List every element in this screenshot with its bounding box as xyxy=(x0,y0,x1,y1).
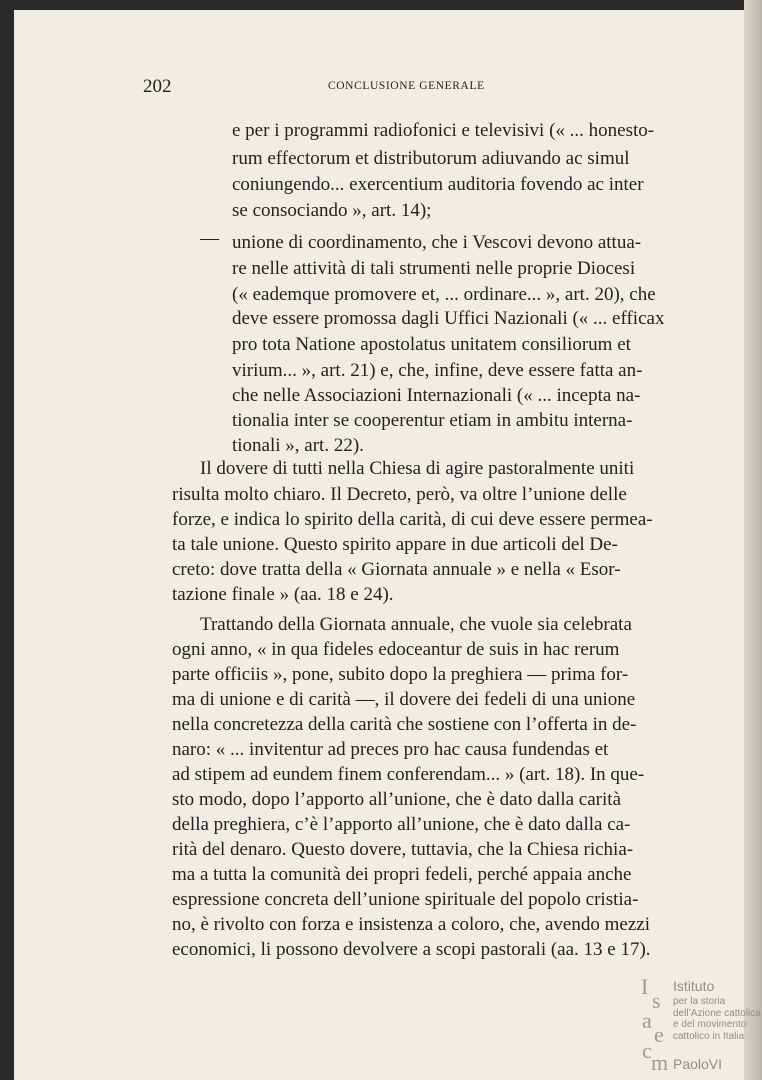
body-line: ma di unione e di carità —, il dovere dei fedeli di una unione xyxy=(172,689,636,710)
body-line: tionalia inter se cooperentur etiam in ambitu interna- xyxy=(232,410,633,431)
body-line: rità del denaro. Questo dovere, tuttavia, che la Chiesa richia- xyxy=(172,839,634,860)
body-line: se consociando », art. 14); xyxy=(232,200,432,221)
body-line: e per i programmi radiofonici e televisivi (« ... honesto- xyxy=(232,120,655,141)
logo-letter: c xyxy=(642,1038,652,1063)
logo-letter: I xyxy=(641,974,649,999)
isacem-letter-mark xyxy=(640,974,672,1075)
body-line: forze, e indica lo spirito della carità, di cui deve essere permea- xyxy=(172,509,653,530)
watermark-desc-line: dell’Azione cattolica xyxy=(673,1007,761,1019)
body-line: sto modo, dopo l’apporto all’unione, che è dato dalla carità xyxy=(172,789,621,810)
body-line: che nelle Associazioni Internazionali (« ... incepta na- xyxy=(232,385,641,406)
body-line: risulta molto chiaro. Il Decreto, però, va oltre l’unione delle xyxy=(172,484,627,505)
list-dash: — xyxy=(200,228,219,249)
body-line: no, è rivolto con forza e insistenza a coloro, che, avendo mezzi xyxy=(172,914,650,935)
body-line: pro tota Natione apostolatus unitatem consiliorum et xyxy=(232,334,631,355)
logo-letter: s xyxy=(652,988,661,1013)
logo-letter: m xyxy=(651,1050,669,1075)
body-line: naro: « ... invitentur ad preces pro hac causa fundendas et xyxy=(172,739,609,760)
watermark-desc-line: per la storia xyxy=(673,996,726,1007)
watermark-title: Istituto xyxy=(673,978,715,994)
body-line: nella concretezza della carità che sostiene con l’offerta in de- xyxy=(172,714,637,735)
body-line: unione di coordinamento, che i Vescovi devono attua- xyxy=(232,232,642,253)
body-line: tionali », art. 22). xyxy=(232,435,364,456)
body-line: re nelle attività di tali strumenti nelle proprie Diocesi xyxy=(232,258,636,279)
institute-watermark-logo xyxy=(640,976,762,1076)
body-line: ma a tutta la comunità dei propri fedeli, perché appaia anche xyxy=(172,864,632,885)
running-title: CONCLUSIONE GENERALE xyxy=(328,80,485,92)
watermark-desc-line: cattolico in Italia xyxy=(673,1030,745,1042)
body-line: parte officiis », pone, subito dopo la preghiera — prima for- xyxy=(172,664,629,685)
body-line: ta tale unione. Questo spirito appare in due articoli del De- xyxy=(172,534,618,555)
logo-letter: e xyxy=(654,1022,664,1047)
body-line: creto: dove tratta della « Giornata annuale » e nella « Esor- xyxy=(172,559,621,580)
logo-letter: a xyxy=(642,1008,652,1033)
body-line: espressione concreta dell’unione spirituale del popolo cristia- xyxy=(172,889,639,910)
body-line: virium... », art. 21) e, che, infine, deve essere fatta an- xyxy=(232,360,643,381)
body-line: Trattando della Giornata annuale, che vuole sia celebrata xyxy=(200,614,632,635)
body-line: tazione finale » (aa. 18 e 24). xyxy=(172,584,394,605)
watermark-description xyxy=(673,996,761,1042)
body-line: Il dovere di tutti nella Chiesa di agire pastoralmente uniti xyxy=(200,458,635,479)
body-line: ad stipem ad eundem finem conferendam... » (art. 18). In que- xyxy=(172,764,645,785)
watermark-desc-line: e del movimento xyxy=(673,1019,747,1030)
body-line: economici, li possono devolvere a scopi pastorali (aa. 13 e 17). xyxy=(172,939,651,960)
page-edge xyxy=(744,0,762,1080)
body-line: della preghiera, c’è l’apporto all’unione, che è dato dalla ca- xyxy=(172,814,631,835)
body-line: ogni anno, « in qua fideles edoceantur de suis in hac rerum xyxy=(172,639,620,660)
page-number: 202 xyxy=(143,76,172,97)
body-line: (« eademque promovere et, ... ordinare... », art. 20), che xyxy=(232,284,656,305)
watermark-founder: PaoloVI xyxy=(673,1056,723,1072)
body-line: rum effectorum et distributorum adiuvando ac simul xyxy=(232,148,630,169)
body-line: deve essere promossa dagli Uffici Nazionali (« ... efficax xyxy=(232,308,665,329)
body-line: coniungendo... exercentium auditoria fovendo ac inter xyxy=(232,174,644,195)
